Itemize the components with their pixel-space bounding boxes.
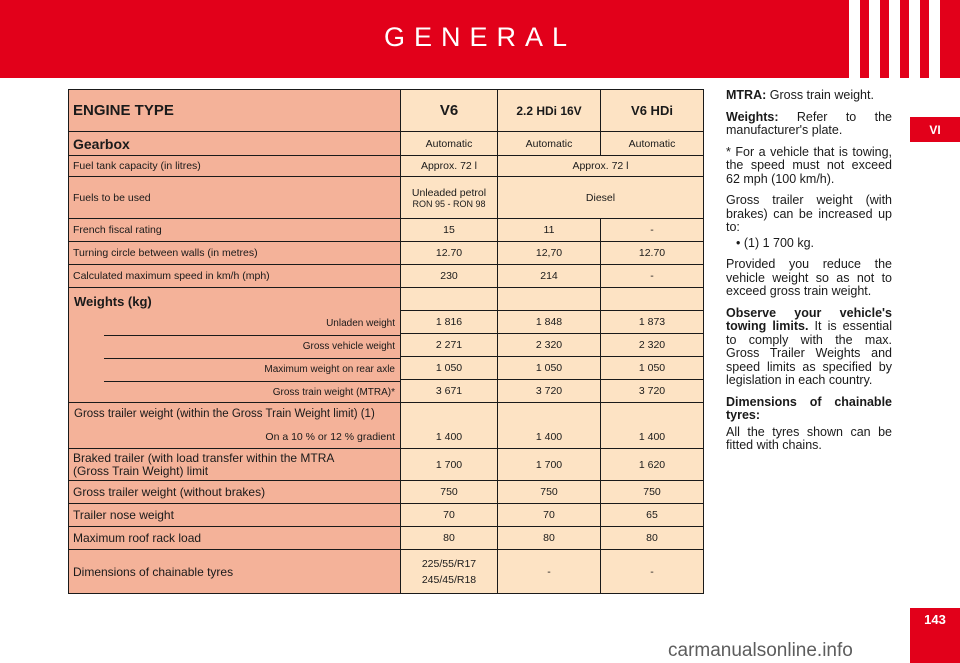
stripe [929, 0, 940, 78]
note-paragraph [726, 89, 892, 103]
table-row [69, 219, 704, 242]
table-cell [401, 288, 498, 311]
engine-type-label: ENGINE TYPE [69, 90, 401, 132]
note-paragraph [726, 111, 892, 138]
table-cell: 1 816 [401, 311, 498, 334]
table-cell: 12,70 [498, 242, 601, 265]
gross-trailer-heading: Gross trailer weight (within the Gross Train Weight limit) (1) [74, 408, 375, 420]
table-cell: 2 320 [601, 334, 704, 357]
side-notes [726, 89, 892, 461]
row-label [69, 403, 401, 449]
stripe [909, 0, 920, 78]
note-paragraph: * For a vehicle that is towing, the speed must not exceed 62 mph (100 km/h). [726, 144, 892, 186]
gearbox-label: Gearbox [69, 132, 401, 156]
table-cell: 2 271 [401, 334, 498, 357]
divider [104, 381, 400, 382]
table-cell: - [601, 265, 704, 288]
divider [104, 358, 400, 359]
table-cell: 1 400 [498, 403, 601, 449]
row-label: Turning circle between walls (in metres) [69, 242, 401, 265]
note-bullet: • (1) 1 700 kg. [736, 235, 815, 250]
table-row [69, 527, 704, 550]
table-row [69, 288, 704, 311]
table-row [69, 177, 704, 219]
table-cell [401, 550, 498, 594]
engine-col: 2.2 HDi 16V [498, 90, 601, 132]
table-cell: 214 [498, 265, 601, 288]
table-cell: Approx. 72 l [498, 156, 704, 177]
table-cell: 3 720 [601, 380, 704, 403]
table-cell: 1 050 [601, 357, 704, 380]
table-row [69, 242, 704, 265]
table-cell: 1 050 [498, 357, 601, 380]
divider [104, 335, 400, 336]
fuel-line: Unleaded petrol [411, 186, 487, 199]
table-cell: 1 400 [401, 403, 498, 449]
table-cell: 3 671 [401, 380, 498, 403]
row-label: Fuels to be used [69, 177, 401, 219]
table-cell: 1 873 [601, 311, 704, 334]
table-cell: 3 720 [498, 380, 601, 403]
gradient-label: On a 10 % or 12 % gradient [265, 431, 395, 443]
weights-heading: Weights (kg) [74, 294, 152, 309]
table-cell: - [601, 219, 704, 242]
table-row [69, 481, 704, 504]
page-number: 143 [910, 608, 960, 663]
table-cell: 12.70 [401, 242, 498, 265]
weight-label: Unladen weight [326, 318, 395, 329]
table-cell [401, 177, 498, 219]
note-heading [726, 396, 892, 423]
note-paragraph [726, 307, 892, 388]
weights-label-cell [69, 288, 401, 403]
table-cell: 1 620 [601, 449, 704, 481]
table-cell: 750 [401, 481, 498, 504]
table-cell: Approx. 72 l [401, 156, 498, 177]
table-cell: 70 [401, 504, 498, 527]
row-label: Maximum roof rack load [69, 527, 401, 550]
braked-line: (Gross Train Weight) limit [73, 463, 209, 478]
note-paragraph: All the tyres shown can be fitted with chains. [726, 424, 892, 452]
note-term: Observe your vehicle's towing limits. [726, 305, 892, 333]
table-cell: 1 700 [401, 449, 498, 481]
engine-col: V6 HDi [601, 90, 704, 132]
note-term: MTRA: [726, 88, 767, 102]
table-header-row [69, 90, 704, 132]
stripe [889, 0, 900, 78]
table-cell: Automatic [401, 132, 498, 156]
table-cell: 15 [401, 219, 498, 242]
table-cell: - [601, 550, 704, 594]
note-paragraph: Gross trailer weight (with brakes) can be increased up to: [726, 193, 892, 234]
table-cell: 80 [498, 527, 601, 550]
stripe [869, 0, 880, 78]
table-cell [498, 288, 601, 311]
fuel-ron: RON 95 - RON 98 [412, 198, 486, 209]
note-paragraph: Provided you reduce the vehicle weight so as not to exceed gross train weight. [726, 257, 892, 298]
table-cell: Automatic [601, 132, 704, 156]
row-label [69, 449, 401, 481]
chapter-tab[interactable]: VI [910, 117, 960, 142]
table-row [69, 403, 704, 449]
note-term: Dimensions of chainable tyres: [726, 394, 892, 422]
table-cell: 1 050 [401, 357, 498, 380]
tyre-size: 245/45/R18 [421, 573, 477, 586]
table-cell: 1 700 [498, 449, 601, 481]
table-cell: 2 320 [498, 334, 601, 357]
table-cell: - [498, 550, 601, 594]
table-cell: Diesel [498, 177, 704, 219]
table-row [69, 449, 704, 481]
table-cell: 80 [601, 527, 704, 550]
row-label: Dimensions of chainable tyres [69, 550, 401, 594]
table-row [69, 132, 704, 156]
table-cell: 1 400 [601, 403, 704, 449]
table-cell: 750 [601, 481, 704, 504]
table-cell: 750 [498, 481, 601, 504]
note-text: It is essential to comply with the max. Gross Trailer Weights and speed limits as specified by legislation in each country. [726, 319, 892, 387]
engine-col: V6 [401, 90, 498, 132]
weight-label: Gross train weight (MTRA)* [272, 387, 395, 398]
row-label: Calculated maximum speed in km/h (mph) [69, 265, 401, 288]
row-label: Trailer nose weight [69, 504, 401, 527]
note-text: Gross train weight. [766, 88, 874, 102]
page-title: GENERAL [383, 22, 577, 52]
row-label: Fuel tank capacity (in litres) [69, 156, 401, 177]
table-cell: 230 [401, 265, 498, 288]
stripe [849, 0, 860, 78]
weight-label: Gross vehicle weight [302, 341, 395, 352]
watermark: carmanualsonline.info [668, 640, 853, 661]
specifications-table [68, 89, 704, 594]
table-cell: 70 [498, 504, 601, 527]
table-cell: Automatic [498, 132, 601, 156]
weight-label: Maximum weight on rear axle [264, 364, 395, 375]
row-label: Gross trailer weight (without brakes) [69, 481, 401, 504]
table-row [69, 156, 704, 177]
header-bar [0, 0, 960, 78]
table-cell: 80 [401, 527, 498, 550]
table-cell: 1 848 [498, 311, 601, 334]
table-cell: 11 [498, 219, 601, 242]
note-term: Weights: [726, 109, 779, 124]
table-cell: 65 [601, 504, 704, 527]
note-text: Refer to the manufacturer's plate. [726, 109, 892, 137]
table-cell [601, 288, 704, 311]
table-cell: 12.70 [601, 242, 704, 265]
braked-line: Braked trailer (with load transfer within the MTRA [73, 450, 335, 465]
table-row [69, 265, 704, 288]
table-row [69, 550, 704, 594]
header-stripes [840, 0, 940, 78]
tyre-size: 225/55/R17 [421, 557, 477, 570]
table-row [69, 504, 704, 527]
row-label: French fiscal rating [69, 219, 401, 242]
